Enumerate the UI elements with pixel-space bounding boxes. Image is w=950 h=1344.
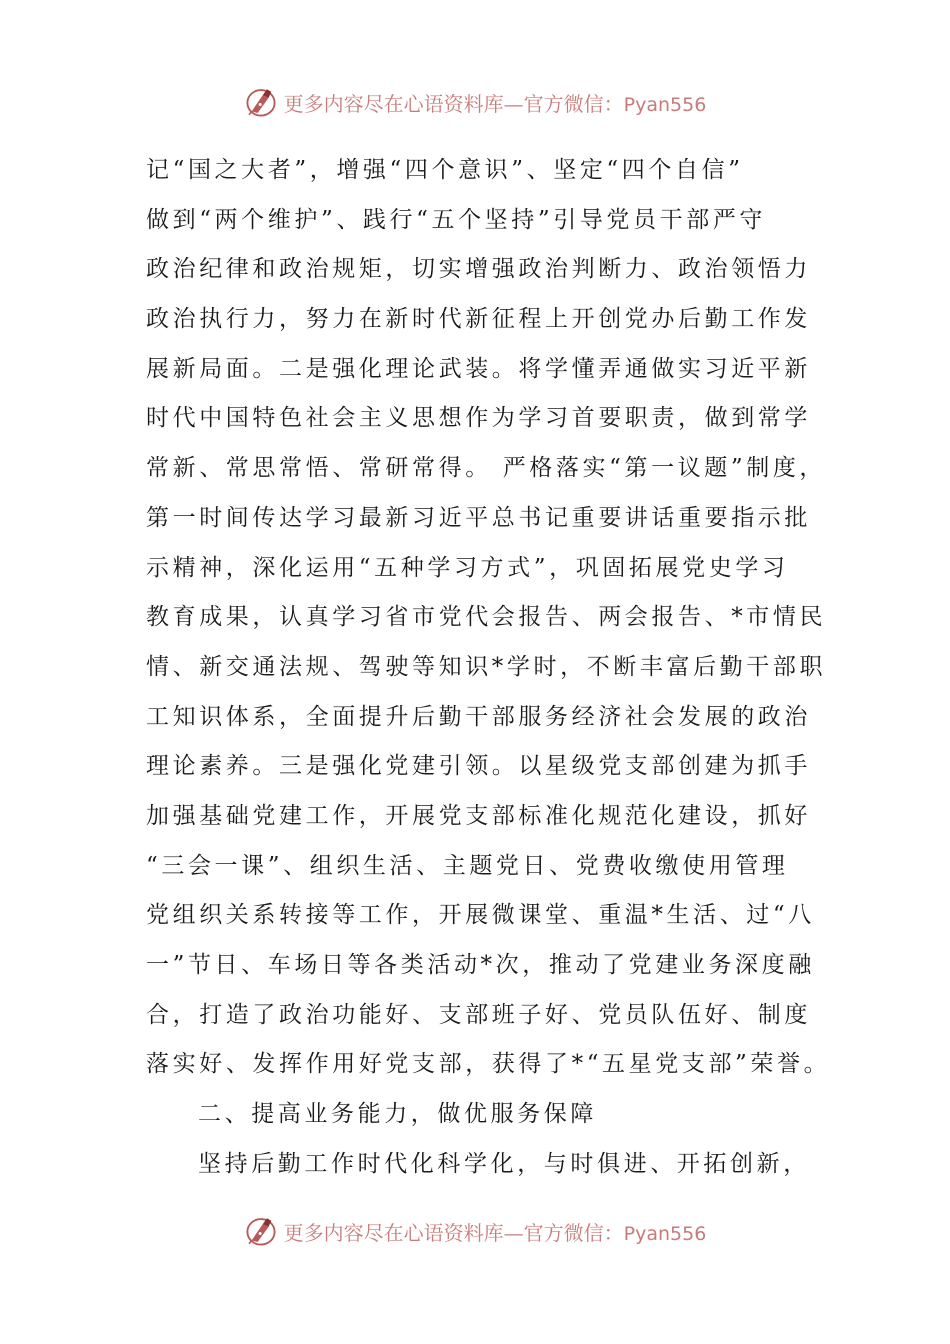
text-line: 情、新交通法规、驾驶等知识*学时，不断丰富后勤干部职 (146, 653, 827, 680)
text-line: 常新、常思常悟、常研常得。 严格落实“第一议题”制度， (146, 455, 827, 482)
text-line: 展新局面。二是强化理论武装。将学懂弄通做实习近平新 (146, 355, 811, 382)
text-line: 落实好、发挥作用好党支部，获得了*“五星党支部”荣誉。 (146, 1051, 831, 1078)
text-line: “三会一课”、组织生活、主题党日、党费收缴使用管理 (146, 852, 789, 879)
pen-nib-icon (244, 85, 278, 119)
text-line: 第一时间传达学习最新习近平总书记重要讲话重要指示批 (146, 504, 811, 531)
pen-nib-icon (244, 1214, 278, 1248)
text-line: 党组织关系转接等工作，开展微课堂、重温*生活、过“八 (146, 902, 815, 929)
text-line: 加强基础党建工作，开展党支部标准化规范化建设，抓好 (146, 802, 811, 829)
text-line: 时代中国特色社会主义思想作为学习首要职责，做到常学 (146, 405, 811, 432)
paragraph (146, 1090, 826, 1140)
watermark-text: 更多内容尽在心语资料库—官方微信：Pyan556 (283, 91, 707, 116)
text-line: 理论素养。三是强化党建引领。以星级党支部创建为抓手 (146, 753, 811, 780)
text-line: 合，打造了政治功能好、支部班子好、党员队伍好、制度 (146, 1001, 811, 1028)
text-line: 教育成果，认真学习省市党代会报告、两会报告、*市情民 (146, 604, 827, 631)
text-line: 政治纪律和政治规矩，切实增强政治判断力、政治领悟力 (146, 256, 811, 283)
text-line: 做到“两个维护”、践行“五个坚持”引导党员干部严守 (146, 206, 767, 233)
document-body (146, 146, 831, 1189)
paragraph (146, 1140, 826, 1190)
header-watermark-banner (0, 80, 950, 124)
footer-watermark-banner (0, 1209, 950, 1253)
text-line: 记“国之大者”，增强“四个意识”、坚定“四个自信” (146, 157, 744, 183)
text-line: 二、提高业务能力，做优服务保障 (198, 1101, 597, 1128)
text-line: 示精神，深化运用“五种学习方式”，巩固拓展党史学习 (146, 554, 789, 581)
text-line: 政治执行力，努力在新时代新征程上开创党办后勤工作发 (146, 306, 811, 333)
text-line: 工知识体系，全面提升后勤干部服务经济社会发展的政治 (146, 703, 811, 730)
paragraph (146, 146, 831, 1090)
text-line: 坚持后勤工作时代化科学化，与时俱进、开拓创新， (198, 1150, 810, 1177)
watermark-text: 更多内容尽在心语资料库—官方微信：Pyan556 (283, 1220, 707, 1245)
text-line: 一”节日、车场日等各类活动*次，推动了党建业务深度融 (146, 952, 815, 978)
